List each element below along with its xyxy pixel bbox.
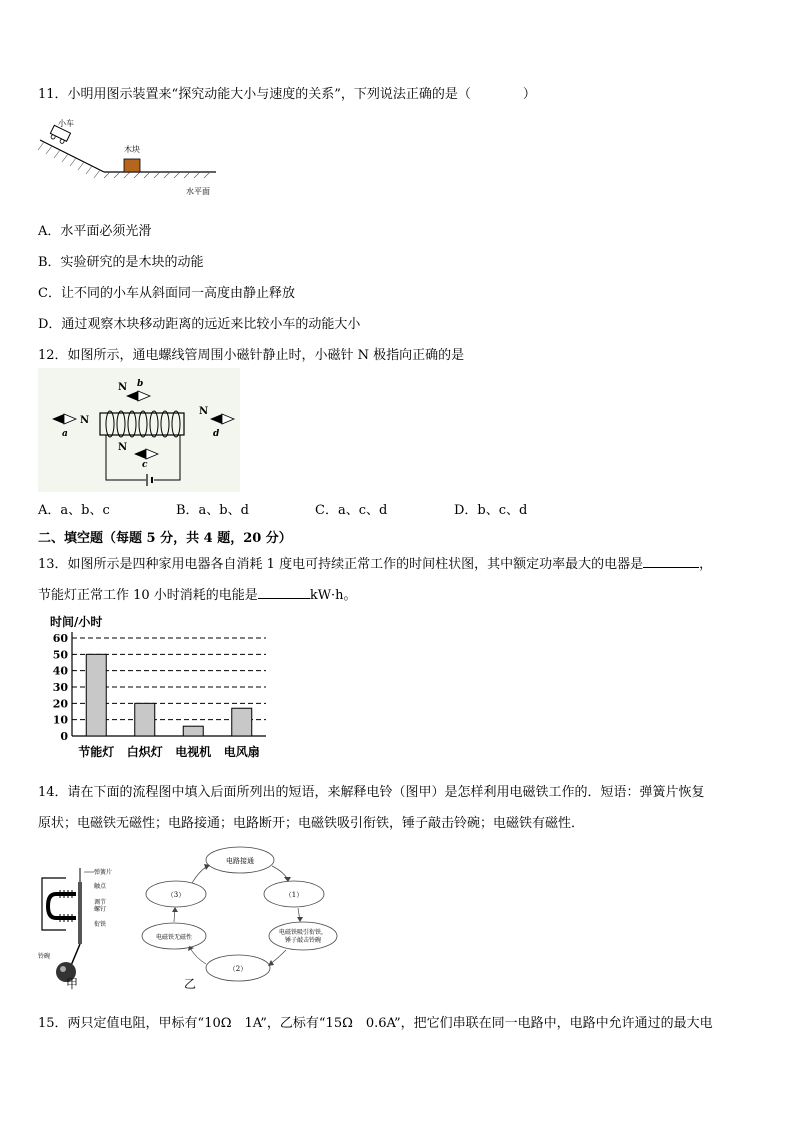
- flow-node-right-l1: 电磁铁吸引衔铁，: [278, 929, 328, 936]
- q11-figure: [36, 112, 236, 202]
- block-label: 木块: [124, 145, 140, 154]
- y-tick-label: 50: [52, 648, 68, 662]
- cart-shape: [49, 125, 71, 145]
- svg-text:c: c: [142, 460, 148, 470]
- q14-line2: 原状；电磁铁无磁性；电路接通；电路断开；电磁铁吸引衔铁，锤子敲击铃碗；电磁铁有磁性．: [38, 816, 585, 831]
- q13-bar-chart: [44, 610, 274, 768]
- y-tick-label: 30: [52, 681, 68, 694]
- y-tick-label: 10: [52, 713, 68, 727]
- wood-block: [124, 159, 140, 172]
- svg-text:铃碗: 铃碗: [38, 953, 51, 960]
- svg-text:N: N: [118, 382, 128, 393]
- q12-stem: 12．如图所示，通电螺线管周围小磁针静止时，小磁针 N 极指向正确的是: [38, 348, 465, 363]
- q13-line1: 13．如图所示是四种家用电器各自消耗 1 度电可持续正常工作的时间柱状图，其中额定功率最大的电器是 ，: [38, 553, 712, 572]
- x-category-label: 节能灯: [78, 745, 115, 759]
- q12-option-c: C．a、c、d: [315, 503, 388, 518]
- fig-jia-label: 甲: [66, 977, 79, 991]
- flow-node-3: （3）: [166, 891, 186, 899]
- q14-figure-jia: [36, 860, 132, 992]
- section-fill-blank-heading: 二、填空题（每题 5 分，共 4 题，20 分）: [38, 531, 292, 546]
- y-tick-label: 20: [52, 697, 68, 711]
- svg-text:d: d: [213, 429, 220, 439]
- flow-node-right-l2: 锤子敲击铃碗: [284, 937, 322, 944]
- svg-text:b: b: [137, 379, 144, 389]
- flow-node-2: （2）: [228, 965, 248, 973]
- bar-4: [232, 708, 252, 736]
- bar-3: [183, 726, 203, 736]
- flow-node-left: 电磁铁无磁性: [155, 934, 193, 941]
- q11-option-d: D．通过观察木块移动距离的远近来比较小车的动能大小: [38, 317, 361, 332]
- y-tick-label: 40: [52, 664, 68, 678]
- svg-text:a: a: [62, 429, 68, 439]
- q13-line2: 节能灯正常工作 10 小时消耗的电能是 kW·h。: [38, 584, 357, 603]
- svg-text:螺钉: 螺钉: [94, 906, 107, 913]
- y-tick-label: 0: [60, 730, 68, 743]
- flow-node-1: （1）: [284, 891, 304, 899]
- q11-option-b: B．实验研究的是木块的动能: [38, 255, 204, 270]
- fig-yi-label: 乙: [184, 977, 197, 991]
- q14-figure-yi-flowchart: [138, 842, 342, 992]
- svg-text:调节: 调节: [94, 899, 107, 906]
- ground-label: 水平面: [186, 187, 210, 196]
- svg-text:衔铁: 衔铁: [94, 921, 107, 928]
- svg-text:弹簧片: 弹簧片: [94, 869, 113, 876]
- y-tick-label: 60: [52, 632, 68, 645]
- q12-figure: [38, 368, 240, 492]
- x-category-label: 白炽灯: [126, 745, 163, 759]
- q11-option-c: C．让不同的小车从斜面同一高度由静止释放: [38, 286, 295, 301]
- q13-blank-2[interactable]: [258, 584, 310, 599]
- svg-text:N: N: [118, 442, 128, 453]
- x-category-label: 电风扇: [223, 745, 260, 759]
- q12-option-a: A．a、b、c: [38, 503, 110, 518]
- bar-2: [135, 703, 155, 736]
- flow-node-top: 电路接通: [226, 857, 254, 865]
- svg-text:触点: 触点: [94, 883, 107, 890]
- q11-stem: 11．小明用图示装置来“探究动能大小与速度的关系”，下列说法正确的是（ ）: [38, 87, 536, 102]
- q12-option-d: D．b、c、d: [454, 503, 528, 518]
- x-category-label: 电视机: [175, 745, 212, 759]
- q12-option-b: B．a、b、d: [176, 503, 249, 518]
- q13-line2-text: 节能灯正常工作 10 小时消耗的电能是: [38, 588, 258, 603]
- q15-line1: 15．两只定值电阻，甲标有“10Ω 1A”，乙标有“15Ω 0.6A”，把它们串联在同一电路中，电路中允许通过的最大电: [38, 1016, 713, 1031]
- q14-line1: 14．请在下面的流程图中填入后面所列出的短语，来解释电铃（图甲）是怎样利用电磁铁工作的．短语：弹簧片恢复: [38, 785, 705, 800]
- bar-1: [86, 654, 106, 736]
- cart-label: 小车: [58, 119, 74, 128]
- q13-line1-text: 13．如图所示是四种家用电器各自消耗 1 度电可持续正常工作的时间柱状图，其中额定功率最大的电器是: [38, 557, 644, 572]
- q11-option-a: A．水平面必须光滑: [38, 224, 152, 239]
- svg-text:N: N: [80, 415, 90, 426]
- svg-text:N: N: [199, 406, 209, 417]
- chart-ylabel: 时间/小时: [50, 615, 103, 629]
- q13-blank-1[interactable]: [643, 553, 699, 568]
